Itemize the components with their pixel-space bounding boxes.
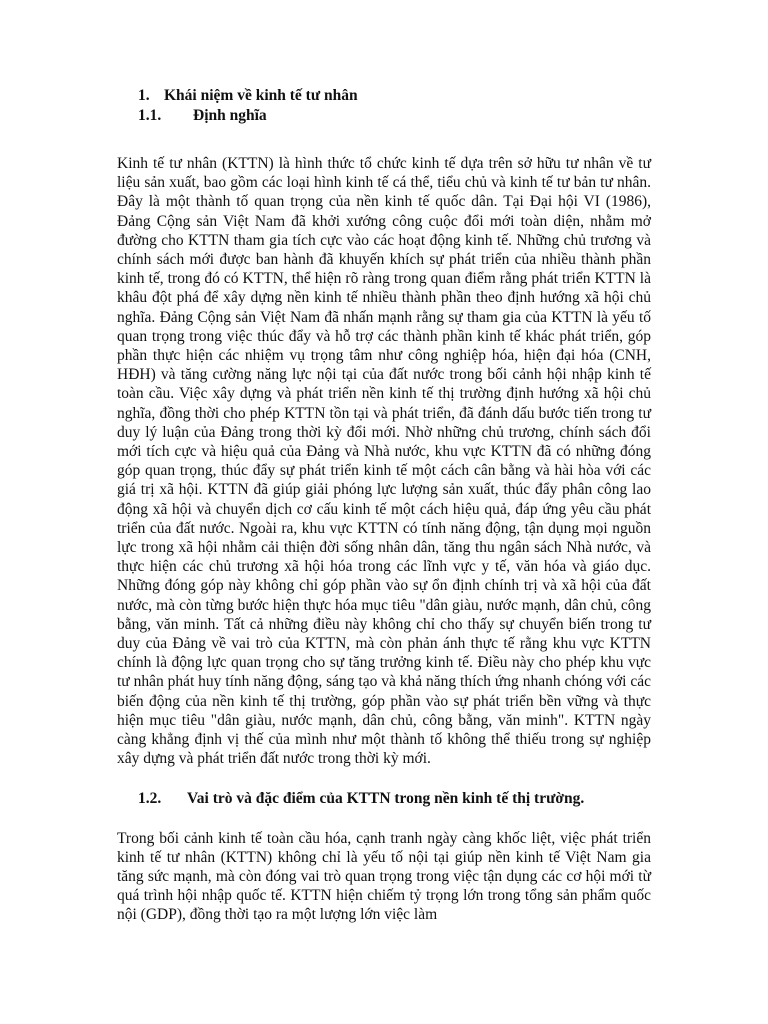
section-number: 1. [138,87,150,104]
subsection-title: Định nghĩa [193,107,267,124]
document-page [117,86,651,925]
subsection-number: 1.2. [138,789,162,807]
section-title: Khái niệm về kinh tế tư nhân [164,87,358,104]
subsection-heading-1-1 [117,106,651,126]
subsection-heading-1-2 [117,789,651,809]
paragraph-definition: Kinh tế tư nhân (KTTN) là hình thức tổ chức kinh tế dựa trên sở hữu tư nhân về tư liệu sản xuất, bao gồm các loại hình kinh tế cá thể, tiểu chủ và kinh tế tư bản tư nhân. Đây là một thành tố quan trọng của nền kinh tế quốc dân. Tại Đại hội VI (1986), Đảng Cộng sản Việt Nam đã khởi xướng công cuộc đổi mới toàn diện, nhằm mở đường cho KTTN tham gia tích cực vào các hoạt động kinh tế. Những chủ trương và chính sách mới được ban hành đã khuyến khích sự phát triển của nhiều thành phần kinh tế, trong đó có KTTN, thể hiện rõ ràng trong quan điểm rằng phát triển KTTN là khâu đột phá để xây dựng nền kinh tế nhiều thành phần theo định hướng xã hội chủ nghĩa. Đảng Cộng sản Việt Nam đã nhấn mạnh rằng sự tham gia của KTTN là yếu tố quan trọng trong việc thúc đẩy và hỗ trợ các thành phần kinh tế khác phát triển, góp phần thực hiện các nhiệm vụ trọng tâm như công nghiệp hóa, hiện đại hóa (CNH, HĐH) và tăng cường năng lực nội tại của đất nước trong bối cảnh hội nhập kinh tế toàn cầu. Việc xây dựng và phát triển nền kinh tế thị trường định hướng xã hội chủ nghĩa, đồng thời cho phép KTTN tồn tại và phát triển, đã đánh dấu bước tiến trong tư duy lý luận của Đảng trong thời kỳ đổi mới. Nhờ những chủ trương, chính sách đổi mới tích cực và hiệu quả của Đảng và Nhà nước, khu vực KTTN đã có những đóng góp quan trọng, thúc đẩy sự phát triển kinh tế một cách cân bằng và hài hòa với các giá trị xã hội. KTTN đã giúp giải phóng lực lượng sản xuất, thúc đẩy phân công lao động xã hội và chuyển dịch cơ cấu kinh tế một cách hiệu quả, đáp ứng yêu cầu phát triển của đất nước. Ngoài ra, khu vực KTTN có tính năng động, tận dụng mọi nguồn lực trong xã hội nhằm cải thiện đời sống nhân dân, tăng thu ngân sách Nhà nước, và thực hiện các chủ trương xã hội hóa trong các lĩnh vực y tế, văn hóa và giáo dục. Những đóng góp này không chỉ góp phần vào sự ổn định chính trị và xã hội của đất nước, mà còn từng bước hiện thực hóa mục tiêu "dân giàu, nước mạnh, dân chủ, công bằng, văn minh. Tất cả những điều này không chỉ cho thấy sự chuyển biến trong tư duy của Đảng về vai trò của KTTN, mà còn phản ánh thực tế rằng khu vực KTTN chính là động lực quan trọng cho sự tăng trưởng kinh tế. Điều này cho phép khu vực tư nhân phát huy tính năng động, sáng tạo và khả năng thích ứng nhanh chóng với các biến động của nền kinh tế thị trường, góp phần vào sự phát triển bền vững và thực hiện mục tiêu "dân giàu, nước mạnh, dân chủ, công bằng, văn minh". KTTN ngày càng khẳng định vị thế của mình như một thành tố không thể thiếu trong sự nghiệp xây dựng và phát triển đất nước trong thời kỳ mới. [117,155,651,768]
paragraph-role: Trong bối cảnh kinh tế toàn cầu hóa, cạnh tranh ngày càng khốc liệt, việc phát triển kinh tế tư nhân (KTTN) không chỉ là yếu tố nội tại giúp nền kinh tế Việt Nam gia tăng sức mạnh, mà còn đóng vai trò quan trọng trong việc tận dụng các cơ hội mới từ quá trình hội nhập quốc tế. KTTN hiện chiếm tỷ trọng lớn trong tổng sản phẩm quốc nội (GDP), đồng thời tạo ra một lượng lớn việc làm [117,829,651,924]
subsection-number: 1.1. [138,107,162,124]
section-heading-1 [117,86,651,106]
subsection-title: Vai trò và đặc điểm của KTTN trong nền kinh tế thị trường. [187,789,585,807]
